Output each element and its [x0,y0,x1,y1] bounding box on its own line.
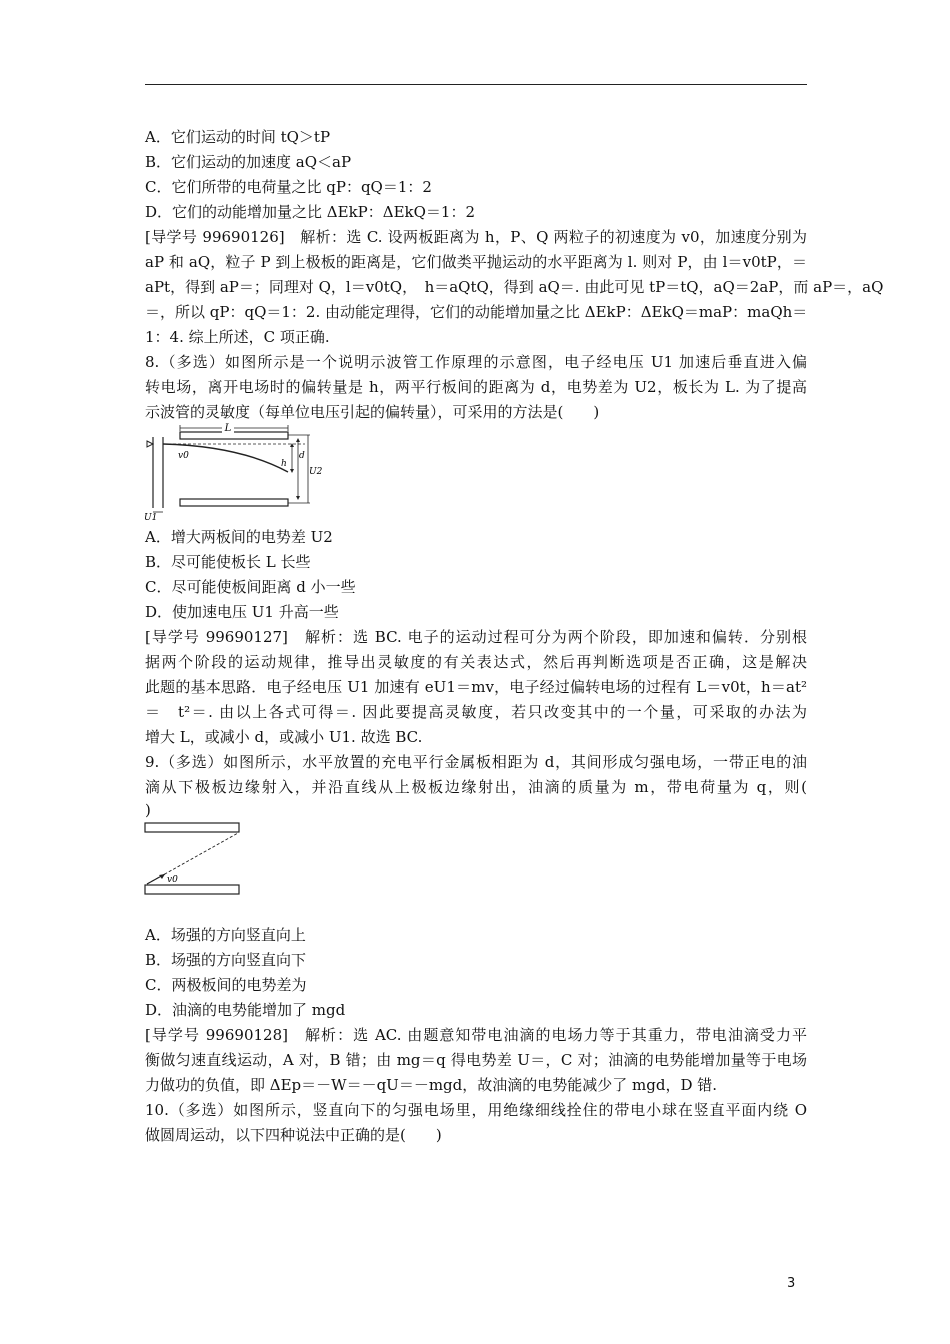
q9-stem-line: 滴从下极板边缘射入，并沿直线从上极板边缘射出，油滴的质量为 m，带电荷量为 q，则( [145,778,807,796]
label-h: h [281,459,287,469]
q9-option-c: C．两极板间的电势差为 [145,976,307,994]
q8-analysis-line: 此题的基本思路．电子经电压 U1 加速有 eU1＝mv，电子经过偏转电场的过程有 L＝v0t，h＝at² [145,678,807,696]
q7-option-a: A．它们运动的时间 tQ＞tP [145,128,331,146]
oil-drop-figure [143,820,243,898]
label-d: d [299,451,305,461]
label-L: L [224,423,232,434]
q8-stem-line: 转电场，离开电场时的偏转量是 h，两平行板间的距离为 d，电势差为 U2，板长为 L. 为了提高 [145,378,807,396]
q9-option-a: A．场强的方向竖直向上 [145,926,306,944]
oscilloscope-figure [140,423,323,523]
q7-option-b: B．它们运动的加速度 aQ＜aP [145,153,352,171]
q9-stem-line: ) [145,801,151,819]
q7-option-d: D．它们的动能增加量之比 ΔEkP：ΔEkQ＝1：2 [145,203,476,221]
q7-analysis-line: [导学号 99690126] 解析：选 C. 设两板距离为 h，P、Q 两粒子的初速度为 v0，加速度分别为 [145,228,807,246]
label-v0: v0 [178,451,189,461]
label-v0: v0 [167,875,178,885]
q10-stem-line: 做圆周运动，以下四种说法中正确的是( ) [145,1126,442,1144]
q8-analysis-line: 增大 L，或减小 d，或减小 U1. 故选 BC. [145,728,423,746]
page-number: 3 [787,1276,796,1291]
q8-analysis-line: ＝ t²＝. 由以上各式可得＝. 因此要提高灵敏度，若只改变其中的一个量，可采取的办法为 [145,703,807,721]
q8-option-d: D．使加速电压 U1 升高一些 [145,603,339,621]
q7-option-c: C．它们所带的电荷量之比 qP：qQ＝1：2 [145,178,432,196]
q10-stem-line: 10.（多选）如图所示，竖直向下的匀强电场里，用绝缘细线拴住的带电小球在竖直平面内绕 O [145,1101,807,1119]
q8-option-b: B．尽可能使板长 L 长些 [145,553,311,571]
q9-option-b: B．场强的方向竖直向下 [145,951,307,969]
q9-analysis-line: 力做功的负值，即 ΔEp＝－W＝－qU＝－mgd，故油滴的电势能减少了 mgd，D 错. [145,1076,718,1094]
q8-stem-line: 8.（多选）如图所示是一个说明示波管工作原理的示意图，电子经电压 U1 加速后垂直进入偏 [145,353,807,371]
q7-analysis-line: 1：4. 综上所述，C 项正确. [145,328,330,346]
label-U1: U1 [144,513,158,523]
q8-option-c: C．尽可能使板间距离 d 小一些 [145,578,356,596]
label-U2: U2 [309,467,323,477]
q9-analysis-line: [导学号 99690128] 解析：选 AC. 由题意知带电油滴的电场力等于其重力，带电油滴受力平 [145,1026,807,1044]
q8-analysis-line: [导学号 99690127] 解析：选 BC. 电子的运动过程可分为两个阶段，即加速和偏转．分别根 [145,628,807,646]
header-rule [145,84,807,85]
q7-analysis-line: ＝，所以 qP：qQ＝1：2. 由动能定理得，它们的动能增加量之比 ΔEkP：ΔEkQ＝maP：maQh＝ [145,303,808,321]
q8-analysis-line: 据两个阶段的运动规律，推导出灵敏度的有关表达式，然后再判断选项是否正确，这是解决 [145,653,807,671]
q8-stem-line: 示波管的灵敏度（每单位电压引起的偏转量），可采用的方法是( ) [145,403,600,421]
q7-analysis-line: aP 和 aQ，粒子 P 到上极板的距离是，它们做类平抛运动的水平距离为 l. 则对 P，由 l＝v0tP，＝ [145,253,807,271]
q9-analysis-line: 衡做匀速直线运动，A 对，B 错；由 mg＝q 得电势差 U＝，C 对；油滴的电势能增加量等于电场 [145,1051,807,1069]
q8-option-a: A．增大两板间的电势差 U2 [145,528,333,546]
q9-option-d: D．油滴的电势能增加了 mgd [145,1001,346,1019]
q9-stem-line: 9.（多选）如图所示，水平放置的充电平行金属板相距为 d，其间形成匀强电场，一带正电的油 [145,753,807,771]
q7-analysis-line: aPt，得到 aP＝；同理对 Q，l＝v0tQ， h＝aQtQ，得到 aQ＝. 由此可见 tP＝tQ，aQ＝2aP，而 aP＝，aQ [145,278,884,296]
